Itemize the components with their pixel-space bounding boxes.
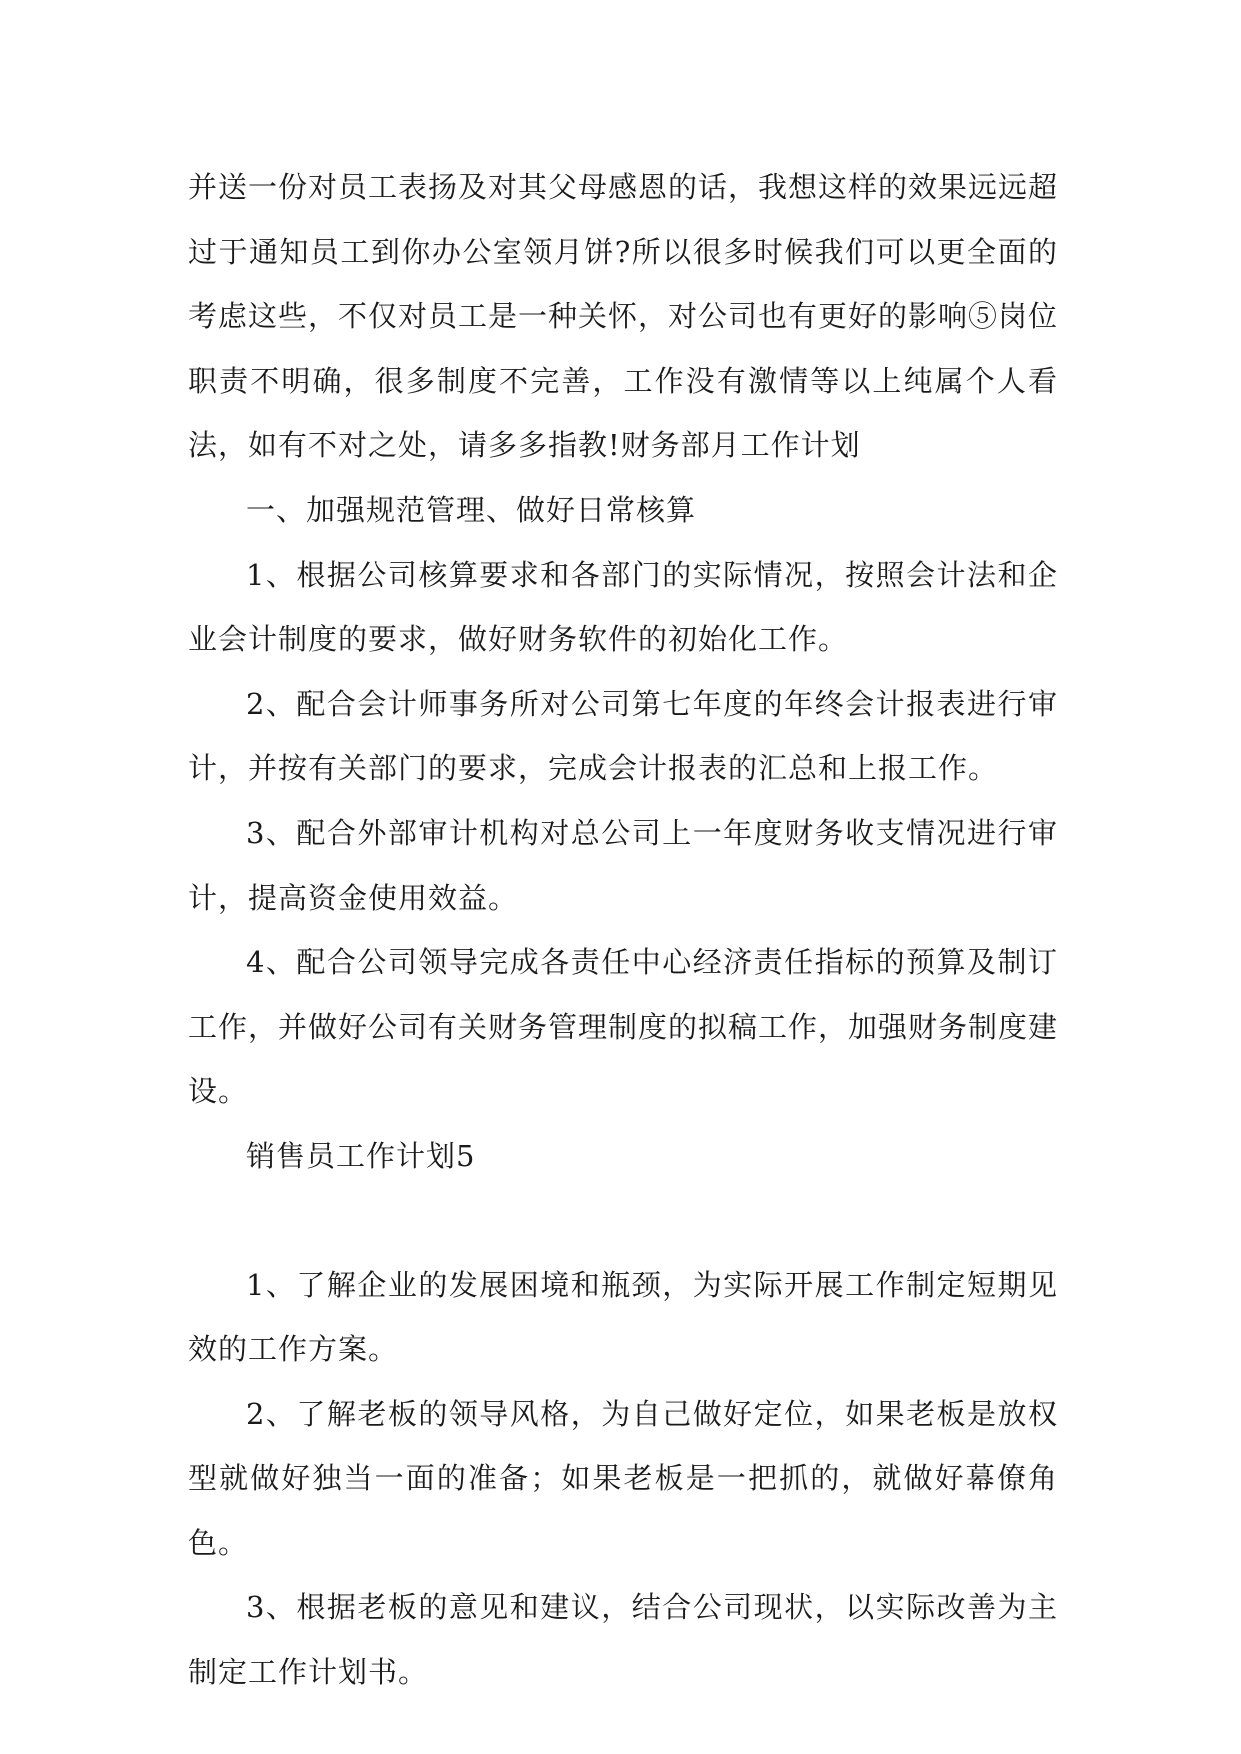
list-item-3: 3、配合外部审计机构对总公司上一年度财务收支情况进行审计，提高资金使用效益。	[188, 815, 1058, 915]
list-item-1: 1、根据公司核算要求和各部门的实际情况，按照会计法和企业会计制度的要求，做好财务软件的初始化工作。	[188, 557, 1058, 657]
list-item-2: 2、配合会计师事务所对公司第七年度的年终会计报表进行审计，并按有关部门的要求，完成会计报表的汇总和上报工作。	[188, 686, 1058, 786]
section-heading-1: 一、加强规范管理、做好日常核算	[246, 492, 697, 527]
sales-item-1: 1、了解企业的发展困境和瓶颈，为实际开展工作制定短期见效的工作方案。	[188, 1267, 1058, 1367]
section-title-sales-plan: 销售员工作计划5	[246, 1138, 476, 1173]
paragraph-intro: 并送一份对员工表扬及对其父母感恩的话，我想这样的效果远远超过于通知员工到你办公室领月饼?所以很多时候我们可以更全面的考虑这些，不仅对员工是一种关怀，对公司也有更好的影响⑤岗位职责不明确，很多制度不完善，工作没有激情等以上纯属个人看法，如有不对之处，请多多指教!财务部月工作计划	[188, 170, 1059, 463]
list-item-4: 4、配合公司领导完成各责任中心经济责任指标的预算及制订工作，并做好公司有关财务管理制度的拟稿工作，加强财务制度建设。	[188, 945, 1059, 1109]
document-body	[188, 155, 1058, 1705]
sales-item-3: 3、根据老板的意见和建议，结合公司现状，以实际改善为主制定工作计划书。	[188, 1590, 1058, 1690]
sales-item-2: 2、了解老板的领导风格，为自己做好定位，如果老板是放权型就做好独当一面的准备；如果老板是一把抓的，就做好幕僚角色。	[188, 1396, 1058, 1560]
blank-line	[188, 1189, 1058, 1253]
